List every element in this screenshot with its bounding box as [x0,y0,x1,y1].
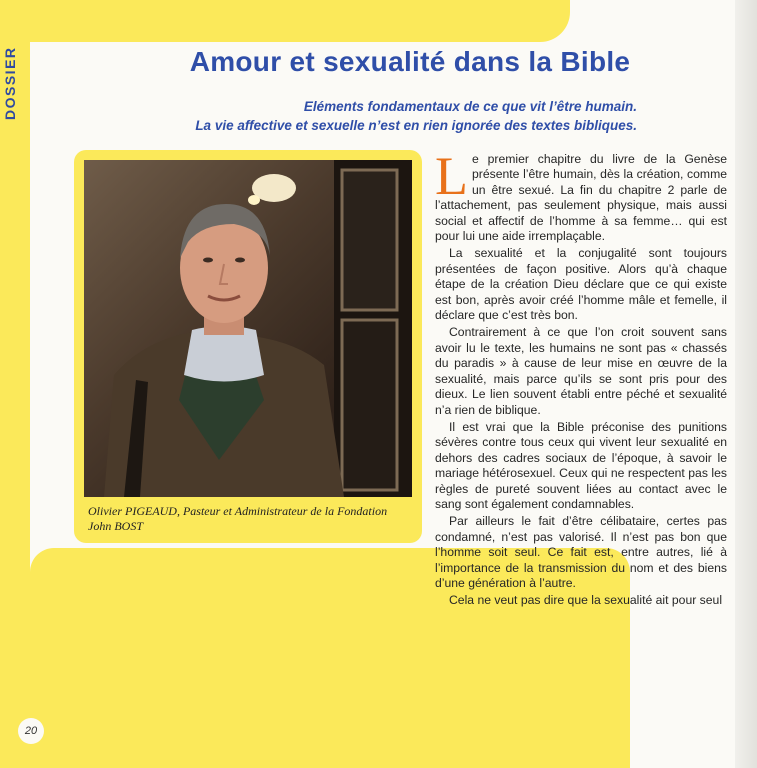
article-paragraph: Par ailleurs le fait d’être célibataire, certes pas condamné, n’est pas valorisé. Il n’est pas bon que l’homme soit seul. Ce fait est, entre autres, lié à l’importance de la transmission du nom et des biens d’une génération à l’autre. [435,514,727,590]
subtitle-line: Eléments fondamentaux de ce que vit l’être humain. [303,99,637,114]
paragraph-text: e premier chapitre du livre de la Genèse présente l’être humain, dès la création, comme un être sexué. La fin du chapitre 2 parle de l’attachement, pas seulement physique, mais aussi social et affectif de l’homme à sa femme… qui est pour lui une aide irremplaçable. [435,152,727,244]
subtitle-line: La vie affective et sexuelle n’est en rien ignorée des textes bibliques. [195,118,637,133]
photo-caption: Olivier PIGEAUD, Pasteur et Administrateur de la Fondation John BOST [88,504,388,533]
window-pane [342,320,397,490]
article-body [435,146,727,611]
page-number: 20 [18,718,44,744]
article-title: Amour et sexualité dans la Bible [189,46,631,77]
eye [235,258,245,263]
eye [203,258,213,263]
drop-cap: L [435,146,468,206]
article-paragraph [435,146,727,244]
article-paragraph: Cela ne veut pas dire que la sexualité ait pour seul [449,593,723,608]
lamp-glow [248,195,260,205]
article-paragraph: Il est vrai que la Bible préconise des punitions sévères contre tous ceux qui vivent leur sexualité en dehors des cadres sociaux de l’époque, à savoir le mariage hétérosexuel. Ceux qui ne respectent pas les règles de pureté souvent liées au contact avec le sang sont également condamnables. [435,419,727,511]
article-paragraph: Contrairement à ce que l’on croit souvent sans avoir lu le texte, les humains ne sont pas « chassés du paradis » à cause de leur mise en œuvre de la sexualité, mais parce qu’ils se sont pris pour des dieux. Le lien souvent établi entre péché et sexualité n’a rien de biblique. [435,325,727,417]
portrait-photo [84,160,412,497]
article-paragraph: La sexualité et la conjugalité sont toujours présentées de façon positive. Alors qu’à chaque étape de la création Dieu déclare que ce qui existe est bon, après avoir créé l’homme mâle et femelle, il déclare que c’est très bon. [435,246,727,323]
portrait-illustration [84,160,412,497]
page-edge-shade [735,0,757,768]
article-subtitle [150,97,637,135]
window-pane [342,170,397,310]
yellow-header-band [30,0,570,42]
section-label: DOSSIER [2,46,18,120]
